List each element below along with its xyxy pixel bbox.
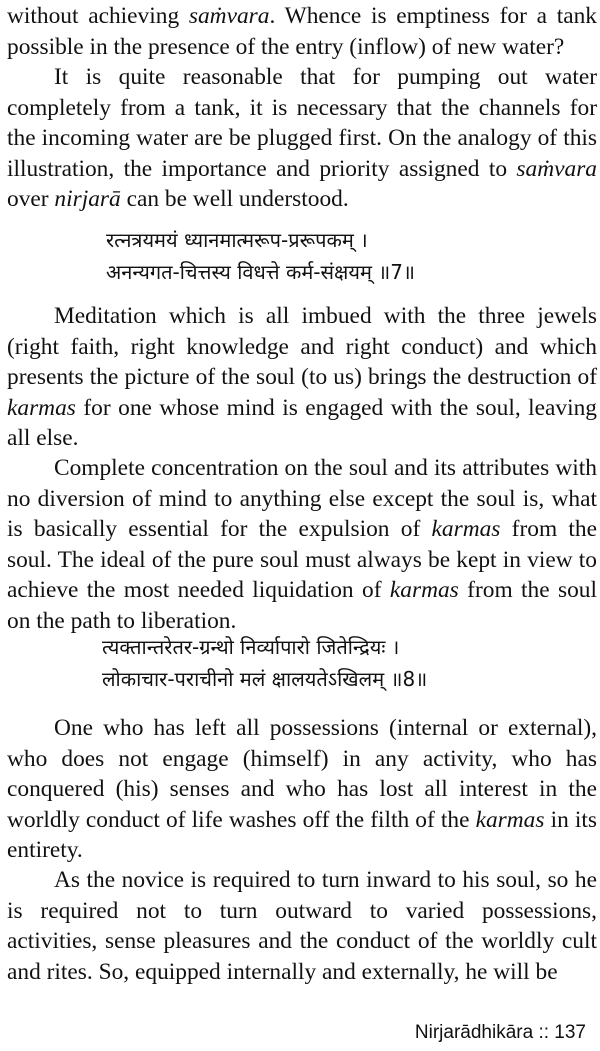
verse-7: [106, 224, 415, 288]
paragraph-1: without achieving saṁvara. Whence is emptiness for a tank possible in the presence of the entry (inflow) of new water?: [7, 3, 597, 60]
page-number: 137: [554, 1022, 586, 1043]
paragraph-4: Complete concentration on the soul and its attributes with no diversion of mind to anything else except the soul is, what is basically essential for the expulsion of karmas from the soul. The ideal of the pure soul must always be kept in view to achieve the most needed liquidation of karmas from the soul on the path to liberation.: [7, 455, 597, 634]
paragraph-3: Meditation which is all imbued with the three jewels (right faith, right knowledge and right conduct) and which presents the picture of the soul (to us) brings the destruction of karmas for one whose mind is engaged with the soul, leaving all else.: [7, 303, 597, 451]
verse-7-line-1: रत्नत्रयमयं ध्यानमात्मरूप-प्ररूपकम् ।: [106, 228, 368, 252]
paragraph-2: It is quite reasonable that for pumping out water completely from a tank, it is necessary that the channels for the incoming water are be plugged first. On the analogy of this illustration, the importance and priority assigned to saṁvara over nirjarā can be well understood.: [7, 64, 597, 212]
chapter-title: Nirjarādhikāra: [414, 1022, 534, 1043]
paragraph-5: One who has left all possessions (internal or external), who does not engage (himself) in any activity, who has conquered (his) senses and who has lost all interest in the worldly conduct of life washes off the filth of the karmas in its entirety.: [7, 715, 597, 863]
verse-8: [102, 631, 427, 695]
page-footer: [415, 1022, 586, 1044]
footer-separator: ::: [538, 1022, 550, 1043]
paragraph-6: As the novice is required to turn inward to his soul, so he is required not to turn outward to varied possessions, activities, sense pleasures and the conduct of the worldly cult and rites. So, equipped internally and externally, he will be: [7, 867, 597, 985]
verse-8-line-2: लोकाचार-पराचीनो मलं क्षालयतेऽखिलम् ॥8॥: [102, 667, 428, 691]
verse-8-line-1: त्यक्तान्तरेतर-ग्रन्थो निर्व्यापारो जितेन्द्रियः ।: [102, 635, 400, 659]
verse-7-line-2: अनन्यगत-चित्तस्य विधत्ते कर्म-संक्षयम् ॥7॥: [106, 260, 415, 284]
